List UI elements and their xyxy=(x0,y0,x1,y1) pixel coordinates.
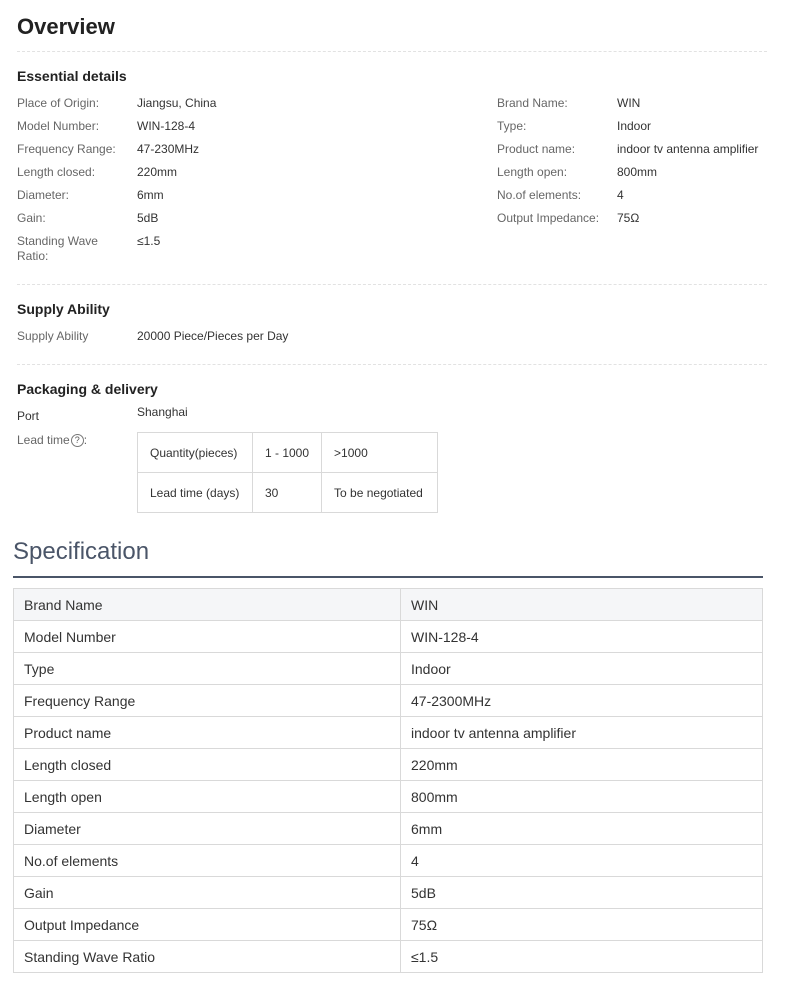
spec-value: 220mm xyxy=(401,749,763,781)
attr-label: Length open: xyxy=(497,165,568,179)
overview-title: Overview xyxy=(17,14,115,39)
spec-value: WIN xyxy=(401,589,763,621)
attr-label: Diameter: xyxy=(17,188,70,202)
port-label: Port xyxy=(17,409,40,423)
spec-key: Frequency Range xyxy=(14,685,401,717)
spec-value: 47-2300MHz xyxy=(401,685,763,717)
table-row xyxy=(14,909,763,941)
spec-key: Standing Wave Ratio xyxy=(14,941,401,973)
attr-value: WIN-128-4 xyxy=(137,119,196,133)
spec-value: 5dB xyxy=(401,877,763,909)
attr-label: Length closed: xyxy=(17,165,96,179)
lead-time-table xyxy=(137,432,438,513)
spec-key: Product name xyxy=(14,717,401,749)
spec-key: Length open xyxy=(14,781,401,813)
port-value: Shanghai xyxy=(137,405,188,419)
table-row xyxy=(14,589,763,621)
attr-value: Jiangsu, China xyxy=(137,96,217,110)
lead-time-cell: >1000 xyxy=(322,433,438,473)
spec-value: WIN-128-4 xyxy=(401,621,763,653)
table-row xyxy=(14,653,763,685)
attr-label: Place of Origin: xyxy=(17,96,100,110)
table-row xyxy=(14,621,763,653)
attr-label: Brand Name: xyxy=(497,96,568,110)
lead-time-cell: 30 xyxy=(253,473,322,513)
spec-value: 75Ω xyxy=(401,909,763,941)
specification-underline xyxy=(13,576,763,578)
lead-time-header-row xyxy=(138,433,438,473)
spec-key: Length closed xyxy=(14,749,401,781)
attr-value: 5dB xyxy=(137,211,159,225)
table-row xyxy=(14,781,763,813)
packaging-delivery-title: Packaging & delivery xyxy=(17,381,158,397)
help-icon[interactable]: ? xyxy=(71,434,84,447)
attr-value: 20000 Piece/Pieces per Day xyxy=(137,329,289,343)
table-row xyxy=(14,845,763,877)
table-row xyxy=(14,813,763,845)
specification-title: Specification xyxy=(13,538,150,565)
table-row xyxy=(14,685,763,717)
attr-label: Frequency Range: xyxy=(17,142,116,156)
spec-key: No.of elements xyxy=(14,845,401,877)
attr-label: Gain: xyxy=(17,211,46,225)
lead-time-label xyxy=(17,433,137,448)
attr-label: Model Number: xyxy=(17,119,100,133)
divider xyxy=(17,364,767,365)
divider xyxy=(17,284,767,285)
specification-table xyxy=(13,588,763,973)
lead-time-cell: Lead time (days) xyxy=(138,473,253,513)
lead-time-cell: To be negotiated xyxy=(322,473,438,513)
spec-key: Model Number xyxy=(14,621,401,653)
spec-key: Diameter xyxy=(14,813,401,845)
attr-label: Type: xyxy=(497,119,527,133)
table-row xyxy=(14,877,763,909)
attr-label: Product name: xyxy=(497,142,576,156)
spec-value: 800mm xyxy=(401,781,763,813)
attr-value: Indoor xyxy=(617,119,652,133)
spec-value: 4 xyxy=(401,845,763,877)
spec-key: Output Impedance xyxy=(14,909,401,941)
spec-value: indoor tv antenna amplifier xyxy=(401,717,763,749)
attr-label: Supply Ability xyxy=(17,329,89,343)
spec-value: Indoor xyxy=(401,653,763,685)
attr-value: 220mm xyxy=(137,165,178,179)
attr-value: 75Ω xyxy=(617,211,640,225)
attr-value: 47-230MHz xyxy=(137,142,200,156)
supply-ability-title: Supply Ability xyxy=(17,301,110,317)
divider xyxy=(17,51,767,52)
spec-key: Brand Name xyxy=(14,589,401,621)
lead-time-cell: Quantity(pieces) xyxy=(138,433,253,473)
spec-key: Gain xyxy=(14,877,401,909)
attr-value: 6mm xyxy=(137,188,164,202)
lead-time-colon: : xyxy=(83,433,88,447)
attr-value: WIN xyxy=(617,96,641,110)
attr-label: Standing Wave Ratio: xyxy=(17,234,98,263)
essential-details-title: Essential details xyxy=(17,68,127,84)
table-row xyxy=(14,717,763,749)
attr-value: 800mm xyxy=(617,165,658,179)
attr-value: ≤1.5 xyxy=(137,234,161,248)
attr-label: No.of elements: xyxy=(497,188,582,202)
attr-value: indoor tv antenna amplifier xyxy=(617,142,759,156)
lead-time-label-text: Lead time xyxy=(17,433,70,447)
lead-time-cell: 1 - 1000 xyxy=(253,433,322,473)
table-row xyxy=(14,749,763,781)
attr-value: 4 xyxy=(617,188,624,202)
table-row xyxy=(14,941,763,973)
attr-label: Output Impedance: xyxy=(497,211,600,225)
spec-value: 6mm xyxy=(401,813,763,845)
lead-time-data-row xyxy=(138,473,438,513)
spec-key: Type xyxy=(14,653,401,685)
spec-value: ≤1.5 xyxy=(401,941,763,973)
